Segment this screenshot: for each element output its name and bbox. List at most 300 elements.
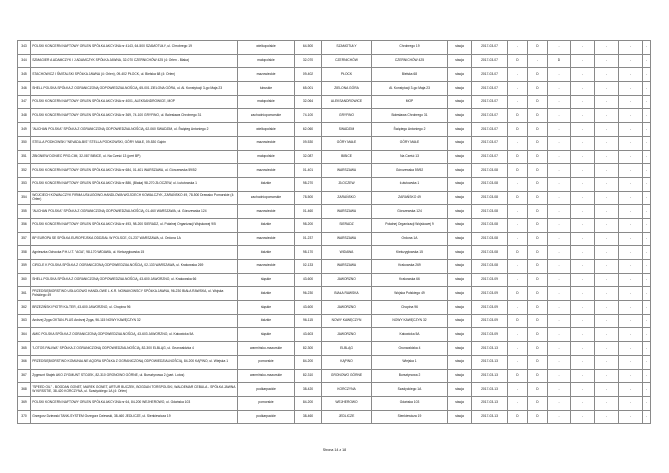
flag-6-cell: - bbox=[619, 383, 643, 397]
postal-code-cell: 09-402 bbox=[295, 68, 322, 82]
facility-type-cell: stacja bbox=[448, 246, 472, 260]
flag-5-cell: - bbox=[595, 191, 619, 205]
street-address-cell: Na Cześć 13 bbox=[372, 150, 448, 164]
flag-6-cell: - bbox=[619, 123, 643, 137]
row-number-cell: 352 bbox=[18, 164, 31, 178]
date-cell: 2017-03-09 bbox=[472, 301, 508, 315]
flag-7-cell: - bbox=[643, 342, 651, 356]
row-number-cell: 369 bbox=[18, 396, 31, 410]
flag-4-cell: - bbox=[571, 410, 595, 424]
flag-4-cell: - bbox=[571, 54, 595, 68]
flag-1-cell: - bbox=[508, 95, 528, 109]
flag-7-cell: - bbox=[643, 82, 651, 96]
flag-3-cell: - bbox=[548, 301, 571, 315]
row-number-cell: 357 bbox=[18, 232, 31, 246]
flag-7-cell: - bbox=[643, 41, 651, 55]
postal-code-cell: 02-133 bbox=[295, 260, 322, 274]
flag-2-cell: D bbox=[528, 68, 548, 82]
flag-1-cell: D bbox=[508, 410, 528, 424]
flag-7-cell: - bbox=[643, 383, 651, 397]
flag-5-cell: - bbox=[595, 95, 619, 109]
locality-cell: WARSZAWA bbox=[322, 164, 372, 178]
flag-4-cell: - bbox=[571, 383, 595, 397]
table-row bbox=[18, 164, 651, 178]
flag-4-cell: - bbox=[571, 328, 595, 342]
voivodeship-cell: śląskie bbox=[238, 301, 295, 315]
flag-4-cell: - bbox=[571, 369, 595, 383]
facility-type-cell: stacja bbox=[448, 82, 472, 96]
date-cell: 2017-03-08 bbox=[472, 260, 508, 274]
row-number-cell: 350 bbox=[18, 136, 31, 150]
row-number-cell: 366 bbox=[18, 355, 31, 369]
locality-cell: ELBLĄG bbox=[322, 342, 372, 356]
flag-4-cell: - bbox=[571, 218, 595, 232]
facility-type-cell: stacja bbox=[448, 191, 472, 205]
date-cell: 2017-03-13 bbox=[472, 383, 508, 397]
flag-1-cell: - bbox=[508, 301, 528, 315]
flag-2-cell: D bbox=[528, 342, 548, 356]
flag-3-cell: - bbox=[548, 191, 571, 205]
postal-code-cell: 98-270 bbox=[295, 177, 322, 191]
locality-cell: SZAMOTUŁY bbox=[322, 41, 372, 55]
flag-3-cell: - bbox=[548, 314, 571, 328]
locality-cell: BIAŁA RAWSKA bbox=[322, 287, 372, 301]
voivodeship-cell: małopolskie bbox=[238, 54, 295, 68]
date-cell: 2017-03-08 bbox=[472, 246, 508, 260]
flag-2-cell: - bbox=[528, 54, 548, 68]
street-address-cell: CZERNICHÓW 425 bbox=[372, 54, 448, 68]
flag-6-cell: - bbox=[619, 205, 643, 219]
locality-cell: ZARAŃSKO bbox=[322, 191, 372, 205]
flag-2-cell: D bbox=[528, 410, 548, 424]
row-number-cell: 361 bbox=[18, 287, 31, 301]
locality-cell: SWADZIM bbox=[322, 123, 372, 137]
flag-4-cell: - bbox=[571, 95, 595, 109]
flag-2-cell: D bbox=[528, 287, 548, 301]
flag-5-cell: - bbox=[595, 328, 619, 342]
flag-7-cell: - bbox=[643, 232, 651, 246]
locality-cell: JAWORZNO bbox=[322, 301, 372, 315]
flag-7-cell: - bbox=[643, 191, 651, 205]
facility-type-cell: stacja bbox=[448, 41, 472, 55]
flag-3-cell: - bbox=[548, 287, 571, 301]
date-cell: 2017-03-13 bbox=[472, 342, 508, 356]
flag-3-cell: - bbox=[548, 164, 571, 178]
flag-2-cell: D bbox=[528, 383, 548, 397]
flag-3-cell: - bbox=[548, 41, 571, 55]
flag-4-cell: - bbox=[571, 191, 595, 205]
row-number-cell: 347 bbox=[18, 95, 31, 109]
table-row bbox=[18, 136, 651, 150]
date-cell: 2017-03-13 bbox=[472, 355, 508, 369]
locality-cell: ALEKSANDROWICE bbox=[322, 95, 372, 109]
date-cell: 2017-03-13 bbox=[472, 410, 508, 424]
postal-code-cell: 65-001 bbox=[295, 82, 322, 96]
postal-code-cell: 01-460 bbox=[295, 205, 322, 219]
flag-1-cell: D bbox=[508, 314, 528, 328]
flag-4-cell: - bbox=[571, 177, 595, 191]
voivodeship-cell: wielkopolskie bbox=[238, 123, 295, 137]
row-number-cell: 365 bbox=[18, 342, 31, 356]
facility-type-cell: stacja bbox=[448, 287, 472, 301]
flag-2-cell: D bbox=[528, 177, 548, 191]
flag-7-cell: - bbox=[643, 218, 651, 232]
entity-name-cell: "AUCHAN POLSKA" SPÓŁKA Z OGRANICZONĄ ODPOWIEDZIALNOŚCIĄ, 01-460 WARSZAWA, ul. Górczewska 124 bbox=[31, 205, 238, 219]
flag-1-cell: - bbox=[508, 177, 528, 191]
flag-4-cell: - bbox=[571, 164, 595, 178]
flag-3-cell: - bbox=[548, 109, 571, 123]
date-cell: 2017-03-08 bbox=[472, 205, 508, 219]
entity-name-cell: POLSKI KONCERN NAFTOWY ORLEN SPÓŁKA AKCYJNA nr 4001, ALEKSANDROWICE, MOP bbox=[31, 95, 238, 109]
flag-1-cell: - bbox=[508, 82, 528, 96]
flag-6-cell: - bbox=[619, 95, 643, 109]
facility-type-cell: stacja bbox=[448, 301, 472, 315]
entity-name-cell: AMIC POLSKA SPÓŁKA Z OGRANICZONĄ ODPOWIEDZIALNOŚCIĄ, 43-603 JAWORZNO, ul. Katowicka 5A bbox=[31, 328, 238, 342]
flag-2-cell: D bbox=[528, 82, 548, 96]
row-number-cell: 343 bbox=[18, 41, 31, 55]
row-number-cell: 356 bbox=[18, 218, 31, 232]
flag-2-cell: D bbox=[528, 232, 548, 246]
postal-code-cell: 98-170 bbox=[295, 246, 322, 260]
flag-3-cell: - bbox=[548, 123, 571, 137]
entity-name-cell: POLSKI KONCERN NAFTOWY ORLEN SPÓŁKA AKCYJNA nr 4143, 64-500 SZAMOTUŁY, ul. Chrobrego 19 bbox=[31, 41, 238, 55]
voivodeship-cell: podkarpackie bbox=[238, 383, 295, 397]
street-address-cell: Łututowska 1 bbox=[372, 177, 448, 191]
records-table-container bbox=[17, 40, 650, 424]
flag-4-cell: - bbox=[571, 301, 595, 315]
flag-2-cell: D bbox=[528, 369, 548, 383]
entity-name-cell: PRZEDSIĘBIORSTWO KOMUNALNE AQORA SPÓŁKA Z OGRANICZONĄ ODPOWIEDZIALNOŚCIĄ, 84-200 KĄPINO, ul. Wiejska 1 bbox=[31, 355, 238, 369]
flag-1-cell: D bbox=[508, 246, 528, 260]
flag-1-cell: D bbox=[508, 191, 528, 205]
street-address-cell: Połalnej Organizacji Wojskowej 9 bbox=[372, 218, 448, 232]
flag-4-cell: - bbox=[571, 246, 595, 260]
locality-cell: PŁOCK bbox=[322, 68, 372, 82]
flag-6-cell: - bbox=[619, 342, 643, 356]
table-row bbox=[18, 328, 651, 342]
entity-name-cell: STELLA PODKOWSKI "NEVADA-BIS" STELLA PODKOWSKI, GÓRY MAŁE, 09-530 Gąbin bbox=[31, 136, 238, 150]
row-number-cell: 345 bbox=[18, 68, 31, 82]
flag-1-cell: D bbox=[508, 54, 528, 68]
records-table-body bbox=[18, 41, 651, 424]
date-cell: 2017-03-13 bbox=[472, 396, 508, 410]
postal-code-cell: 01-401 bbox=[295, 164, 322, 178]
voivodeship-cell: małopolskie bbox=[238, 150, 295, 164]
table-row bbox=[18, 301, 651, 315]
voivodeship-cell: mazowieckie bbox=[238, 232, 295, 246]
row-number-cell: 346 bbox=[18, 82, 31, 96]
facility-type-cell: stacja bbox=[448, 54, 472, 68]
flag-2-cell: D bbox=[528, 396, 548, 410]
entity-name-cell: BP EUROPA SE SPÓŁKA EUROPEJSKA ODDZIAŁ W POLSCE, 01-237 WARSZAWA, ul. Ordona 1A bbox=[31, 232, 238, 246]
flag-6-cell: - bbox=[619, 177, 643, 191]
flag-6-cell: - bbox=[619, 150, 643, 164]
street-address-cell: Ordona 1A bbox=[372, 232, 448, 246]
table-row bbox=[18, 82, 651, 96]
date-cell: 2017-03-07 bbox=[472, 95, 508, 109]
facility-type-cell: stacja bbox=[448, 123, 472, 137]
row-number-cell: 344 bbox=[18, 54, 31, 68]
voivodeship-cell: łódzkie bbox=[238, 177, 295, 191]
flag-4-cell: - bbox=[571, 260, 595, 274]
row-number-cell: 348 bbox=[18, 109, 31, 123]
entity-name-cell: POLSKI KONCERN NAFTOWY ORLEN SPÓŁKA AKCYJNA nr 369, 74-100 GRYFINO, ul. Bolesława Chrobrego 31 bbox=[31, 109, 238, 123]
flag-5-cell: - bbox=[595, 287, 619, 301]
flag-6-cell: - bbox=[619, 41, 643, 55]
flag-6-cell: - bbox=[619, 68, 643, 82]
date-cell: 2017-03-07 bbox=[472, 136, 508, 150]
street-address-cell: Bielska 68 bbox=[372, 68, 448, 82]
flag-7-cell: - bbox=[643, 109, 651, 123]
row-number-cell: 354 bbox=[18, 191, 31, 205]
flag-7-cell: - bbox=[643, 314, 651, 328]
flag-6-cell: - bbox=[619, 136, 643, 150]
facility-type-cell: stacja bbox=[448, 369, 472, 383]
voivodeship-cell: warmińsko-mazurskie bbox=[238, 369, 295, 383]
flag-7-cell: - bbox=[643, 287, 651, 301]
flag-6-cell: - bbox=[619, 82, 643, 96]
flag-1-cell: D bbox=[508, 369, 528, 383]
flag-7-cell: - bbox=[643, 369, 651, 383]
date-cell: 2017-03-07 bbox=[472, 150, 508, 164]
locality-cell: WARSZAWA bbox=[322, 232, 372, 246]
street-address-cell: ZARAŃSKO 49 bbox=[372, 191, 448, 205]
flag-1-cell: D bbox=[508, 109, 528, 123]
postal-code-cell: 38-420 bbox=[295, 383, 322, 397]
flag-7-cell: - bbox=[643, 410, 651, 424]
street-address-cell: Kiełczygłowska 15 bbox=[372, 246, 448, 260]
flag-6-cell: - bbox=[619, 301, 643, 315]
table-row bbox=[18, 260, 651, 274]
flag-2-cell: D bbox=[528, 218, 548, 232]
facility-type-cell: stacja bbox=[448, 95, 472, 109]
flag-6-cell: - bbox=[619, 260, 643, 274]
row-number-cell: 355 bbox=[18, 205, 31, 219]
postal-code-cell: 09-530 bbox=[295, 136, 322, 150]
date-cell: 2017-03-07 bbox=[472, 41, 508, 55]
table-row bbox=[18, 54, 651, 68]
flag-4-cell: - bbox=[571, 396, 595, 410]
flag-4-cell: - bbox=[571, 205, 595, 219]
flag-1-cell: D bbox=[508, 287, 528, 301]
facility-type-cell: stacja bbox=[448, 218, 472, 232]
entity-name-cell: STACHOWICZ I ŚMITALSKI SPÓŁKA JAWNA (4: Orlen), 09-402 PŁOCK, ul. Bielska 68 (4: Orlen) bbox=[31, 68, 238, 82]
date-cell: 2017-03-07 bbox=[472, 68, 508, 82]
row-number-cell: 360 bbox=[18, 273, 31, 287]
postal-code-cell: 38-460 bbox=[295, 410, 322, 424]
row-number-cell: 359 bbox=[18, 260, 31, 274]
flag-1-cell: - bbox=[508, 68, 528, 82]
date-cell: 2017-03-08 bbox=[472, 232, 508, 246]
voivodeship-cell: śląskie bbox=[238, 328, 295, 342]
flag-5-cell: - bbox=[595, 177, 619, 191]
entity-name-cell: POLSKI KONCERN NAFTOWY ORLEN SPÓŁKA AKCYJNA nr 493, 98-200 SIERADZ, ul. Połalnej Organizacji Wojskowej 9/5 bbox=[31, 218, 238, 232]
table-row bbox=[18, 246, 651, 260]
flag-5-cell: - bbox=[595, 109, 619, 123]
street-address-cell: Katowicka 5A bbox=[372, 328, 448, 342]
voivodeship-cell: mazowieckie bbox=[238, 68, 295, 82]
flag-4-cell: - bbox=[571, 342, 595, 356]
flag-7-cell: - bbox=[643, 150, 651, 164]
flag-6-cell: - bbox=[619, 191, 643, 205]
locality-cell: JAWORZNO bbox=[322, 273, 372, 287]
flag-3-cell: - bbox=[548, 232, 571, 246]
locality-cell: KORCZYNA bbox=[322, 383, 372, 397]
table-row bbox=[18, 41, 651, 55]
flag-6-cell: - bbox=[619, 164, 643, 178]
flag-2-cell: D bbox=[528, 273, 548, 287]
facility-type-cell: stacja bbox=[448, 205, 472, 219]
flag-7-cell: - bbox=[643, 246, 651, 260]
street-address-cell: GÓRY MAŁE bbox=[372, 136, 448, 150]
table-row bbox=[18, 383, 651, 397]
flag-6-cell: - bbox=[619, 218, 643, 232]
flag-6-cell: - bbox=[619, 246, 643, 260]
voivodeship-cell: łódzkie bbox=[238, 218, 295, 232]
street-address-cell: Wiejska 1 bbox=[372, 355, 448, 369]
voivodeship-cell: mazowieckie bbox=[238, 260, 295, 274]
postal-code-cell: 01-237 bbox=[295, 232, 322, 246]
street-address-cell: NOWY KAWĘCZYN 32 bbox=[372, 314, 448, 328]
table-row bbox=[18, 218, 651, 232]
postal-code-cell: 82-310 bbox=[295, 369, 322, 383]
entity-name-cell: POLSKI KONCERN NAFTOWY ORLEN SPÓŁKA AKCYJNA nr 886, (Blaka) 98-270 ZŁOCZEW, ul. Łututowska 1 bbox=[31, 177, 238, 191]
locality-cell: GÓRY MAŁE bbox=[322, 136, 372, 150]
date-cell: 2017-03-07 bbox=[472, 82, 508, 96]
flag-1-cell: D bbox=[508, 150, 528, 164]
flag-4-cell: - bbox=[571, 41, 595, 55]
flag-4-cell: - bbox=[571, 136, 595, 150]
row-number-cell: 353 bbox=[18, 177, 31, 191]
flag-6-cell: - bbox=[619, 287, 643, 301]
table-row bbox=[18, 191, 651, 205]
voivodeship-cell: mazowieckie bbox=[238, 205, 295, 219]
table-row bbox=[18, 177, 651, 191]
street-address-cell: MOP bbox=[372, 95, 448, 109]
flag-6-cell: - bbox=[619, 410, 643, 424]
postal-code-cell: 32-070 bbox=[295, 54, 322, 68]
flag-7-cell: - bbox=[643, 54, 651, 68]
flag-3-cell: - bbox=[548, 150, 571, 164]
locality-cell: CZERNICHÓW bbox=[322, 54, 372, 68]
row-number-cell: 367 bbox=[18, 369, 31, 383]
flag-5-cell: - bbox=[595, 342, 619, 356]
street-address-cell: Chopina 96 bbox=[372, 301, 448, 315]
date-cell: 2017-03-07 bbox=[472, 109, 508, 123]
flag-5-cell: - bbox=[595, 383, 619, 397]
street-address-cell: Al. Konstytucji 3-go Maja 23 bbox=[372, 82, 448, 96]
flag-4-cell: - bbox=[571, 287, 595, 301]
flag-2-cell: D bbox=[528, 301, 548, 315]
flag-5-cell: - bbox=[595, 410, 619, 424]
voivodeship-cell: wielkopolskie bbox=[238, 41, 295, 55]
street-address-cell: Krakowska 66 bbox=[372, 273, 448, 287]
flag-7-cell: - bbox=[643, 205, 651, 219]
flag-1-cell: - bbox=[508, 328, 528, 342]
flag-5-cell: - bbox=[595, 314, 619, 328]
entity-name-cell: CIRCLE K POLSKA SPÓŁKA Z OGRANICZONĄ ODPOWIEDZIALNOŚCIĄ, 02-133 WARSZAWA, ul. Krakowska 269 bbox=[31, 260, 238, 274]
flag-1-cell: - bbox=[508, 396, 528, 410]
facility-type-cell: stacja bbox=[448, 68, 472, 82]
date-cell: 2017-03-08 bbox=[472, 218, 508, 232]
entity-name-cell: "AUCHAN POLSKA" SPÓŁKA Z OGRANICZONĄ ODPOWIEDZIALNOŚCIĄ, 62-060 SWADZIM, ul. Święteg Antoniego 2 bbox=[31, 123, 238, 137]
facility-type-cell: stacja bbox=[448, 396, 472, 410]
flag-6-cell: - bbox=[619, 109, 643, 123]
locality-cell: ZŁOCZEW bbox=[322, 177, 372, 191]
flag-5-cell: - bbox=[595, 41, 619, 55]
locality-cell: GRYFINO bbox=[322, 109, 372, 123]
entity-name-cell: Andrzej Zyga OKTAN-PLUS Andrzej Zyga, 96-115 NOWY KAWĘCZYN 32 bbox=[31, 314, 238, 328]
flag-5-cell: - bbox=[595, 205, 619, 219]
street-address-cell: Krakowska 269 bbox=[372, 260, 448, 274]
flag-3-cell: D bbox=[548, 54, 571, 68]
flag-3-cell: - bbox=[548, 328, 571, 342]
flag-5-cell: - bbox=[595, 136, 619, 150]
postal-code-cell: 96-115 bbox=[295, 314, 322, 328]
entity-name-cell: Agnieszka Ochocka P.H.U.T. "AGA", 98-170 WIDAWA, ul. Kiełczygłowska 15 bbox=[31, 246, 238, 260]
flag-7-cell: - bbox=[643, 164, 651, 178]
flag-7-cell: - bbox=[643, 328, 651, 342]
flag-3-cell: - bbox=[548, 177, 571, 191]
voivodeship-cell: zachodniopomorskie bbox=[238, 109, 295, 123]
flag-2-cell: D bbox=[528, 205, 548, 219]
locality-cell: KĄPINO bbox=[322, 355, 372, 369]
flag-7-cell: - bbox=[643, 396, 651, 410]
flag-1-cell: - bbox=[508, 383, 528, 397]
flag-1-cell: - bbox=[508, 260, 528, 274]
entity-name-cell: ZBIGNIEW DONIEC PRO-CIM, 32-087 BIBICE, ul. Na Cześć 13 (pert BP) bbox=[31, 150, 238, 164]
street-address-cell: Chrobrego 19 bbox=[372, 41, 448, 55]
flag-6-cell: - bbox=[619, 355, 643, 369]
flag-6-cell: - bbox=[619, 369, 643, 383]
street-address-cell: Sienkiewicza 19 bbox=[372, 410, 448, 424]
facility-type-cell: stacja bbox=[448, 342, 472, 356]
street-address-cell: Grunwaldzka 4 bbox=[372, 342, 448, 356]
locality-cell: WEJHEROWO bbox=[322, 396, 372, 410]
table-row bbox=[18, 123, 651, 137]
facility-type-cell: stacja bbox=[448, 410, 472, 424]
entity-name-cell: BRZEZIŃSKI PIOTR KA-TER, 43-600 JAWORZNO, ul. Chopina 96 bbox=[31, 301, 238, 315]
facility-type-cell: stacja bbox=[448, 314, 472, 328]
table-row bbox=[18, 68, 651, 82]
flag-3-cell: - bbox=[548, 218, 571, 232]
voivodeship-cell: podkarpackie bbox=[238, 410, 295, 424]
flag-6-cell: - bbox=[619, 54, 643, 68]
voivodeship-cell: mazowieckie bbox=[238, 164, 295, 178]
flag-2-cell: D bbox=[528, 260, 548, 274]
date-cell: 2017-03-09 bbox=[472, 273, 508, 287]
postal-code-cell: 98-200 bbox=[295, 218, 322, 232]
date-cell: 2017-03-09 bbox=[472, 287, 508, 301]
locality-cell: ZIELONA GÓRA bbox=[322, 82, 372, 96]
voivodeship-cell: pomorskie bbox=[238, 355, 295, 369]
facility-type-cell: stacja bbox=[448, 232, 472, 246]
entity-name-cell: "SPEED OIL" - BOGDAN GONET, MAREK GONET, ARTUR BUCZEK, BOGDAN TORSPOLSKI, WALDEMAR CEBULA - SPÓŁKA JAWNA W KIRSSTIE, 38-420 KORCZYNA, ul. Szadyckiego 1A (4: Orlen) bbox=[31, 383, 238, 397]
facility-type-cell: stacja bbox=[448, 164, 472, 178]
flag-7-cell: - bbox=[643, 355, 651, 369]
flag-1-cell: - bbox=[508, 205, 528, 219]
flag-2-cell: D bbox=[528, 41, 548, 55]
flag-3-cell: - bbox=[548, 410, 571, 424]
date-cell: 2017-03-08 bbox=[472, 191, 508, 205]
entity-name-cell: "LOTOS PALIWA" SPÓŁKA Z OGRANICZONĄ ODPOWIEDZIALNOŚCIĄ, 82-300 ELBLĄG, ul. Grunwaldzka 4 bbox=[31, 342, 238, 356]
table-row bbox=[18, 95, 651, 109]
date-cell: 2017-03-09 bbox=[472, 328, 508, 342]
flag-2-cell: D bbox=[528, 314, 548, 328]
flag-6-cell: - bbox=[619, 273, 643, 287]
flag-7-cell: - bbox=[643, 136, 651, 150]
flag-3-cell: - bbox=[548, 136, 571, 150]
